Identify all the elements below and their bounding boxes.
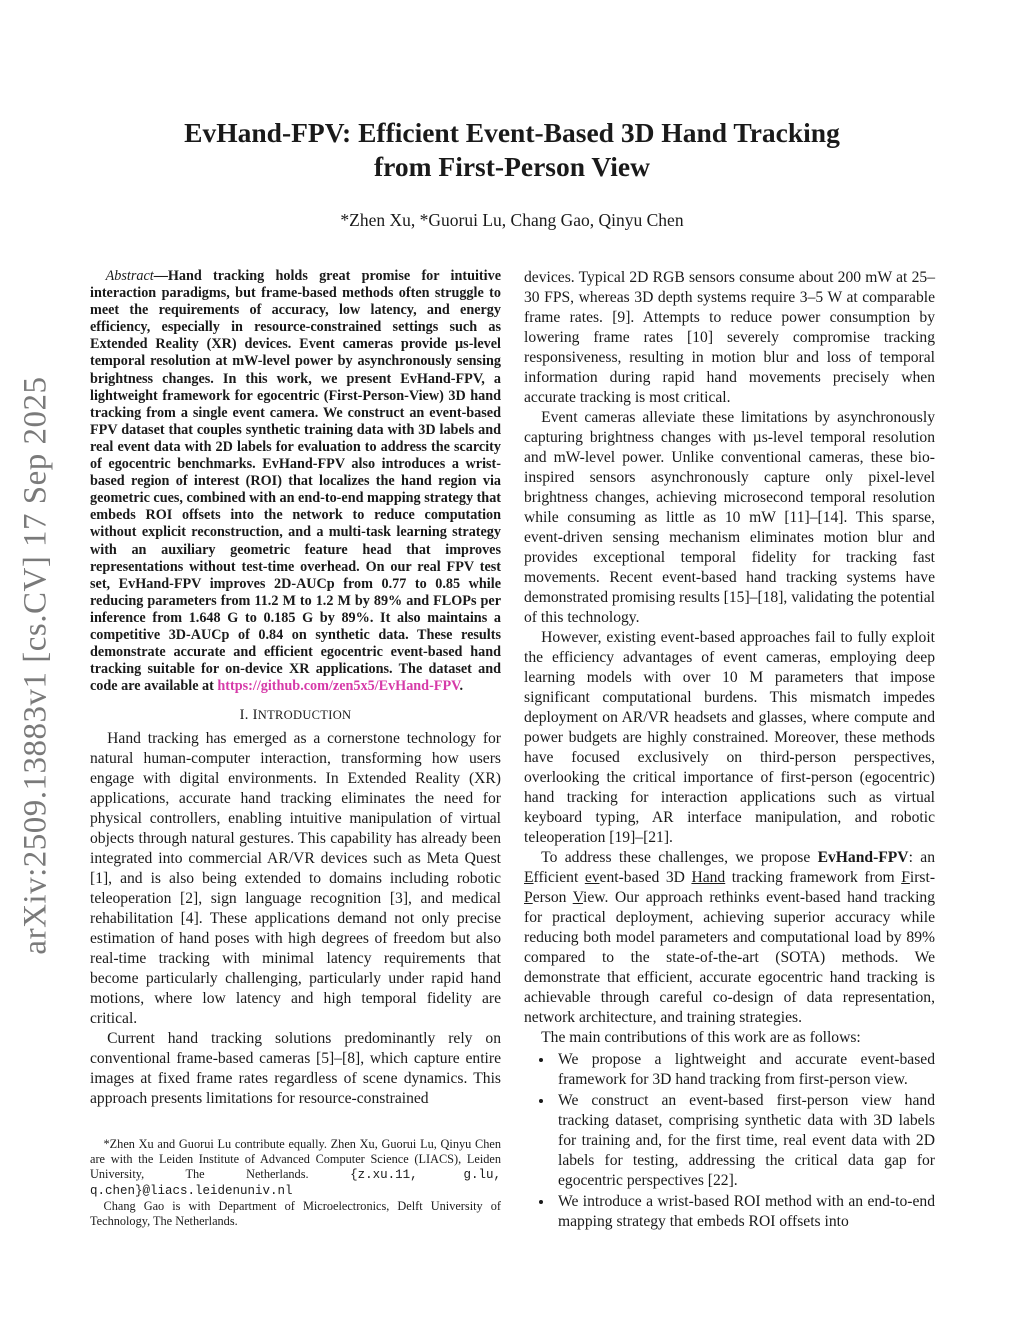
body-paragraph: However, existing event-based approaches fail to fully exploit the efficiency advantages of event cameras, employing deep learning models with over 10 M parameters that impose significant computational burdens. This mismatch impedes deployment on AR/VR headsets and glasses, where compute and power budgets are highly constrained. Moreover, these methods have focused exclusively on third-person perspectives, overlooking the critical importance of first-person (egocentric) hand tracking for interaction applications such as virtual keyboard typing, AR interface manipulation, and robotic teleoperation [19]–[21]. — [524, 629, 935, 846]
abstract-label: Abstract — [105, 268, 154, 284]
footnote-equal-contribution — [90, 1137, 501, 1199]
body-paragraph: Event cameras alleviate these limitations by asynchronously capturing brightness changes with µs-level temporal resolution and mW-level power. Unlike conventional cameras, these bio-inspired sensors asynchronously capture only pixel-level brightness changes, achieving microsecond temporal resolution while consuming as little as 10 mW [11]–[14]. This sparse, event-driven sensing mechanism eliminates motion blur and provides exceptional temporal fidelity for tracking fast movements. Recent event-based hand tracking systems have demonstrated promising results [15]–[18], validating the potential of this technology. — [524, 409, 935, 626]
contribution-item: • We introduce a wrist-based ROI method with an end-to-end mapping strategy that embeds ROI offsets into — [554, 1192, 935, 1232]
section-title-first: I — [252, 707, 258, 724]
section-number: I. — [239, 707, 249, 724]
method-name: EvHand-FPV — [817, 849, 909, 866]
section-heading-introduction — [90, 705, 501, 725]
section-title-rest: NTRODUCTION — [257, 708, 352, 723]
footnotes — [90, 1137, 501, 1229]
contributions-intro: The main contributions of this work are as follows: — [541, 1029, 861, 1046]
proposal-mid: : an — [908, 849, 935, 866]
intro-paragraph: Hand tracking has emerged as a cornerstone technology for natural human-computer interaction, transforming how users engage with digital environments. In Extended Reality (XR) applications, accurate hand tracking eliminates the need for physical controllers, enabling intuitive manipulation of virtual objects through natural gestures. This capability has already been integrated into commercial AR/VR devices such as Meta Quest [1], and is also being extended to domains including robotic teleoperation [2], sign language recognition [3], and medical rehabilitation [4]. These applications demand not only precise estimation of hand poses with high degrees of freedom but also real-time tracking with minimal latency requirements that become particularly challenging, particularly under rapid hand motions, where low latency and high temporal fidelity are critical. — [90, 730, 501, 1028]
section-title — [253, 707, 352, 723]
repo-link[interactable]: https://github.com/zen5x5/EvHand-FPV — [217, 678, 460, 695]
footnote-chang-gao: Chang Gao is with Department of Microelectronics, Delft University of Technology, The Netherlands. — [90, 1199, 501, 1228]
abstract-body: Hand tracking holds great promise for intuitive interaction paradigms, but frame-based methods often struggle to meet the requirements of accuracy, low latency, and energy efficiency, especially in resource-constrained settings such as Extended Reality (XR) devices. Event cameras provide µs-level temporal resolution at mW-level power by asynchronously sensing brightness changes. In this work, we present EvHand-FPV, a lightweight framework for egocentric (First-Person-View) 3D hand tracking from a single event camera. We construct an event-based FPV dataset that couples synthetic training data with 3D labels and real event data with 2D labels for evaluation to address the scarcity of egocentric benchmarks. EvHand-FPV also introduces a wrist-based region of interest (ROI) that localizes the hand region via geometric cues, combined with an end-to-end mapping strategy that embeds ROI offsets into the network to reduce computation without explicit reconstruction, and a multi-task learning strategy with an auxiliary geometric feature head that improves representations without test-time overhead. On our real FPV test set, EvHand-FPV improves 2D-AUCp from 0.77 to 0.85 while reducing parameters from 11.2 M to 1.2 M by 89% and FLOPs per inference from 1.648 G to 0.185 G by 89%. It also maintains a competitive 3D-AUCp of 0.84 on synthetic data. These results demonstrate accurate and efficient egocentric event-based hand tracking suitable for on-device XR applications. The dataset and code are available at — [90, 268, 502, 695]
body-paragraph: devices. Typical 2D RGB sensors consume about 200 mW at 25–30 FPS, whereas 3D depth systems require 3–5 W at comparable frame rates. [9]. Attempts to reduce power consumption by lowering frame rates [10] severely compromise tracking responsiveness, resulting in motion blur and loss of temporal information during rapid hand movements precisely when accurate tracking is most critical. — [524, 269, 935, 406]
author-list: *Zhen Xu, *Guorui Lu, Chang Gao, Qinyu Chen — [340, 210, 684, 230]
arxiv-watermark — [10, 370, 62, 960]
footnote-affiliation: *Zhen Xu and Guorui Lu contribute equally. Zhen Xu, Guorui Lu, Qinyu Chen are with the Leiden Institute of Advanced Computer Science (LIACS), Leiden University, The Netherlands. — [90, 1137, 501, 1181]
title-line-1: EvHand-FPV: Efficient Event-Based 3D Hand Tracking — [184, 117, 840, 148]
title-line-2: from First-Person View — [374, 151, 650, 182]
proposal-paragraph — [524, 848, 935, 1028]
abstract-dash: — — [153, 268, 168, 284]
proposal-lead: To address these challenges, we propose — [541, 849, 818, 866]
abstract — [90, 268, 501, 695]
contribution-item: • We propose a lightweight and accurate event-based framework for 3D hand tracking from first-person view. — [554, 1050, 935, 1090]
arxiv-id: arXiv:2509.13883v1 [cs.CV] 17 Sep 2025 — [17, 375, 54, 955]
acronym-expansion: Efficient event-based 3D Hand tracking framework from First-Person View. — [524, 869, 936, 906]
contributions-list — [524, 1050, 935, 1232]
proposal-rest: Our approach rethinks event-based hand tracking for practical deployment, achieving superior accuracy while reducing both model parameters and computational load by 89% compared to the state-of-the-art (SOTA) methods. We demonstrate that efficient, accurate egocentric hand tracking is achievable through careful co-design of data representation, network architecture, and training strategies. — [524, 889, 935, 1026]
abstract-end: . — [459, 678, 464, 695]
footnote-emails: {z.xu.11, g.lu, q.chen}@liacs.leidenuniv.nl — [90, 1168, 501, 1198]
left-column — [90, 268, 501, 1109]
right-column — [524, 268, 935, 1233]
intro-paragraph: Current hand tracking solutions predominantly rely on conventional frame-based cameras [5]–[8], which capture entire images at fixed frame rates regardless of scene dynamics. This approach presents limitations for resource-constrained — [90, 1030, 501, 1108]
paper-title — [90, 116, 934, 184]
contribution-item: • We construct an event-based first-person view hand tracking dataset, comprising synthetic data with 3D labels for training and, for the first time, real event data with 2D labels for testing, addressing the critical data gap for egocentric perspectives [22]. — [554, 1091, 935, 1191]
